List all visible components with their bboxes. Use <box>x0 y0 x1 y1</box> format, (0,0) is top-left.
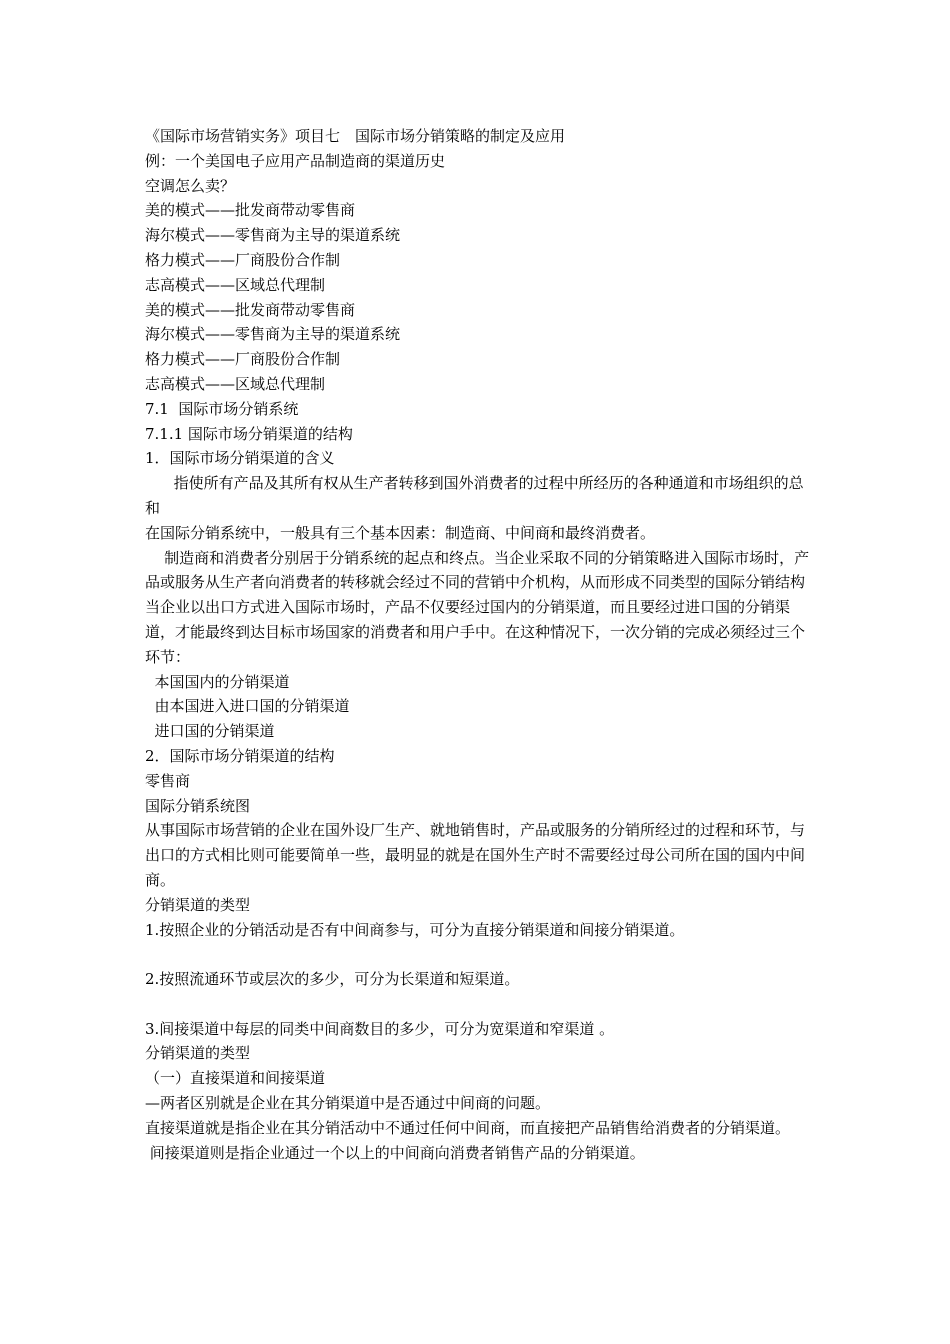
text-line: 格力模式——厂商股份合作制 <box>145 250 341 269</box>
text-line: 格力模式——厂商股份合作制 <box>145 350 341 369</box>
paragraph: 指使所有产品及其所有权从生产者转移到国外消费者的过程中所经历的各种通道和市场组织的总和 <box>145 474 804 517</box>
list-item: 1.按照企业的分销活动是否有中间商参与，可分为直接分销渠道和间接分销渠道。 <box>145 920 685 939</box>
section-heading: 1．国际市场分销渠道的含义 <box>145 449 335 468</box>
text-line: 例：一个美国电子应用产品制造商的渠道历史 <box>145 151 446 170</box>
text-line: 空调怎么卖？ <box>145 176 236 195</box>
section-heading: 分销渠道的类型 <box>145 895 251 914</box>
section-heading: 分销渠道的类型 <box>145 1044 251 1063</box>
paragraph: 间接渠道则是指企业通过一个以上的中间商向消费者销售产品的分销渠道。 <box>145 1143 645 1162</box>
paragraph: 直接渠道就是指企业在其分销活动中不通过任何中间商，而直接把产品销售给消费者的分销渠道。 <box>145 1118 791 1137</box>
paragraph: 制造商和消费者分别居于分销系统的起点和终点。当企业采取不同的分销策略进入国际市场时，产品或服务从生产者向消费者的转移就会经过不同的营销中介机构，从而形成不同类型的国际分销结构 <box>145 548 810 592</box>
document-page <box>145 124 810 1165</box>
section-heading: （一）直接渠道和间接渠道 <box>145 1069 326 1088</box>
text-line: 海尔模式——零售商为主导的渠道系统 <box>145 226 401 245</box>
list-item: 2.按照流通环节或层次的多少，可分为长渠道和短渠道。 <box>145 970 520 989</box>
text-line: 志高模式——区域总代理制 <box>145 275 326 294</box>
text-line: 志高模式——区域总代理制 <box>145 374 326 393</box>
text-line: 零售商 <box>145 771 191 790</box>
section-heading: 7.1 国际市场分销系统 <box>145 399 299 418</box>
paragraph: 从事国际市场营销的企业在国外设厂生产、就地销售时，产品或服务的分销所经过的过程和环节，与出口的方式相比则可能要简单一些，最明显的就是在国外生产时不需要经过母公司所在国的国内中间商。 <box>145 821 806 889</box>
list-item: 由本国进入进口国的分销渠道 <box>145 697 350 716</box>
section-heading: 7.1.1 国际市场分销渠道的结构 <box>145 424 353 443</box>
blank-line <box>145 942 810 967</box>
list-item: 进口国的分销渠道 <box>145 722 275 741</box>
list-item: 本国国内的分销渠道 <box>145 672 290 691</box>
blank-line <box>145 992 810 1017</box>
text-line: 美的模式——批发商带动零售商 <box>145 201 356 220</box>
document-title: 《国际市场营销实务》项目七 国际市场分销策略的制定及应用 <box>145 127 566 145</box>
list-item: 3.间接渠道中每层的同类中间商数目的多少，可分为宽渠道和窄渠道 。 <box>145 1019 615 1038</box>
text-line: 海尔模式——零售商为主导的渠道系统 <box>145 325 401 344</box>
paragraph: 在国际分销系统中，一般具有三个基本因素：制造商、中间商和最终消费者。 <box>145 523 656 542</box>
section-heading: 2．国际市场分销渠道的结构 <box>145 746 335 765</box>
paragraph: 当企业以出口方式进入国际市场时，产品不仅要经过国内的分销渠道，而且要经过进口国的分销渠道，才能最终到达目标市场国家的消费者和用户手中。在这种情况下，一次分销的完成必须经过三个环节： <box>145 598 806 666</box>
text-line: 美的模式——批发商带动零售商 <box>145 300 356 319</box>
text-line: 国际分销系统图 <box>145 796 251 815</box>
paragraph: —两者区别就是企业在其分销渠道中是否通过中间商的问题。 <box>145 1094 551 1113</box>
